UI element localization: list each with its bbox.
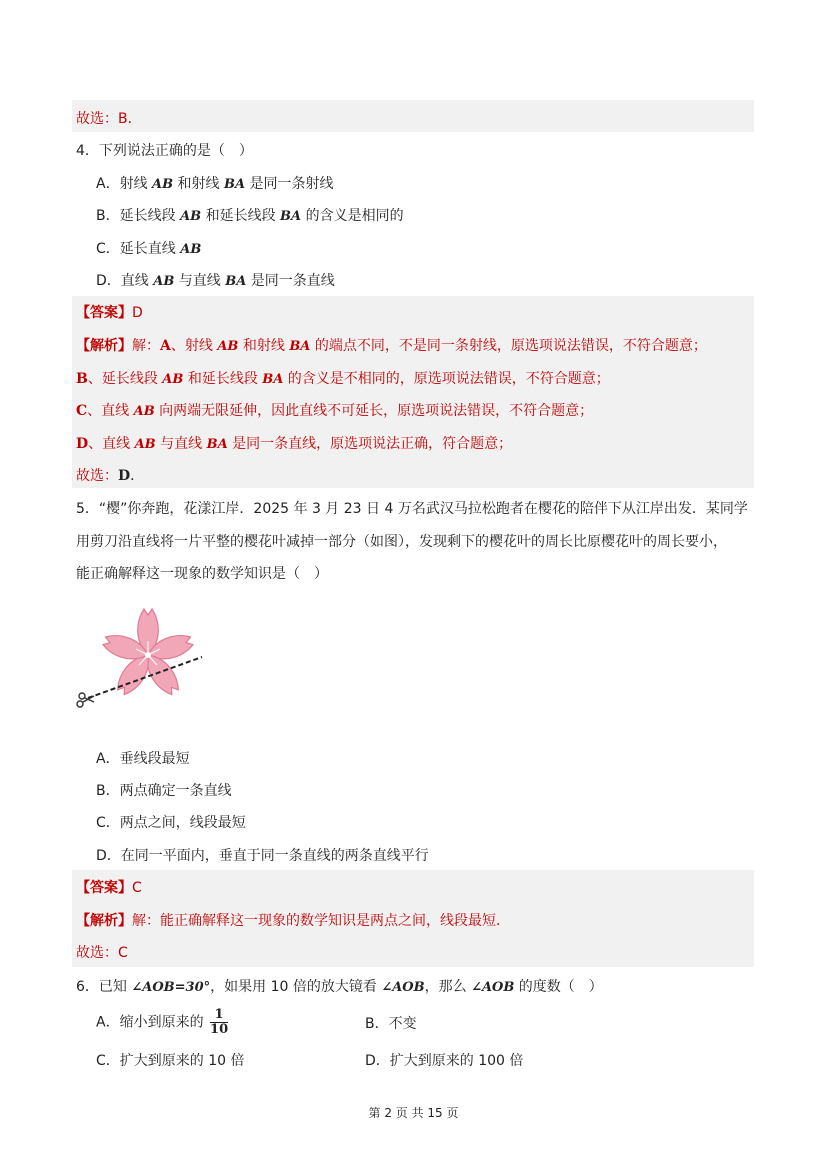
q4-analysis-d: D、直线 AB 与直线 BA 是同一条直线，原选项说法正确，符合题意； xyxy=(76,436,513,452)
q4-option-c: C．延长直线 AB xyxy=(96,241,202,257)
q4-analysis-a: 【解析】解：A、射线 AB 和射线 BA 的端点不同，不是同一条射线，原选项说法错误，不符合题意； xyxy=(76,338,707,354)
q5-option-d: D．在同一平面内，垂直于同一条直线的两条直线平行 xyxy=(96,848,429,864)
q5-analysis: 【解析】解：能正确解释这一现象的数学知识是两点之间，线段最短． xyxy=(76,913,510,929)
q5-final-answer: 故选：C xyxy=(76,945,128,961)
fraction-one-tenth: $\frac{1}{10}$ xyxy=(210,1007,229,1037)
q6-option-d: D．扩大到原来的 100 倍 xyxy=(365,1053,524,1069)
q6-option-a: A．缩小到原来的 $\frac{1}{10}$ xyxy=(96,1007,229,1037)
scissors-icon xyxy=(77,693,94,707)
q4-answer: 【答案】D xyxy=(76,305,143,321)
q4-final-answer: 故选：D． xyxy=(76,468,145,484)
q5-option-b: B．两点确定一条直线 xyxy=(96,783,232,799)
cherry-blossom-icon xyxy=(101,609,195,698)
q4-option-d: D．直线 AB 与直线 BA 是同一条直线 xyxy=(96,273,335,289)
q4-stem: 4．下列说法正确的是（ ） xyxy=(76,143,253,159)
q5-stem-line1: 5．“樱”你奔跑，花漾江岸．2025 年 3 月 23 日 4 万名武汉马拉松跑者在樱花的陪伴下从江岸出发．某同学 xyxy=(76,501,748,517)
q5-answer: 【答案】C xyxy=(76,880,142,896)
q5-stem-line2: 用剪刀沿直线将一片平整的樱花叶减掉一部分（如图），发现剩下的樱花叶的周长比原樱花叶的周长要小， xyxy=(76,534,727,550)
q6-option-c: C．扩大到原来的 10 倍 xyxy=(96,1053,245,1069)
q4-option-a: A．射线 AB 和射线 BA 是同一条射线 xyxy=(96,176,334,192)
cherry-blossom-figure xyxy=(74,600,214,720)
q4-analysis-c: C、直线 AB 向两端无限延伸，因此直线不可延长，原选项说法错误，不符合题意； xyxy=(76,403,594,419)
previous-final-answer: 故选：B． xyxy=(76,111,142,127)
q5-stem-line3: 能正确解释这一现象的数学知识是（ ） xyxy=(76,566,328,582)
q6-stem: 6．已知 ∠AOB=30°，如果用 10 倍的放大镜看 ∠AOB，那么 ∠AOB 的度数（ ） xyxy=(76,979,603,995)
q6-option-b: B．不变 xyxy=(365,1016,417,1032)
q4-solution-block xyxy=(72,296,754,488)
q5-option-a: A．垂线段最短 xyxy=(96,751,190,767)
previous-answer-block xyxy=(72,100,754,132)
q4-analysis-b: B、延长线段 AB 和延长线段 BA 的含义是不相同的，原选项说法错误，不符合题意； xyxy=(76,371,610,387)
q5-option-c: C．两点之间，线段最短 xyxy=(96,815,246,831)
q4-option-b: B．延长线段 AB 和延长线段 BA 的含义是相同的 xyxy=(96,208,404,224)
page-footer: 第 2 页 共 15 页 xyxy=(368,1106,459,1120)
